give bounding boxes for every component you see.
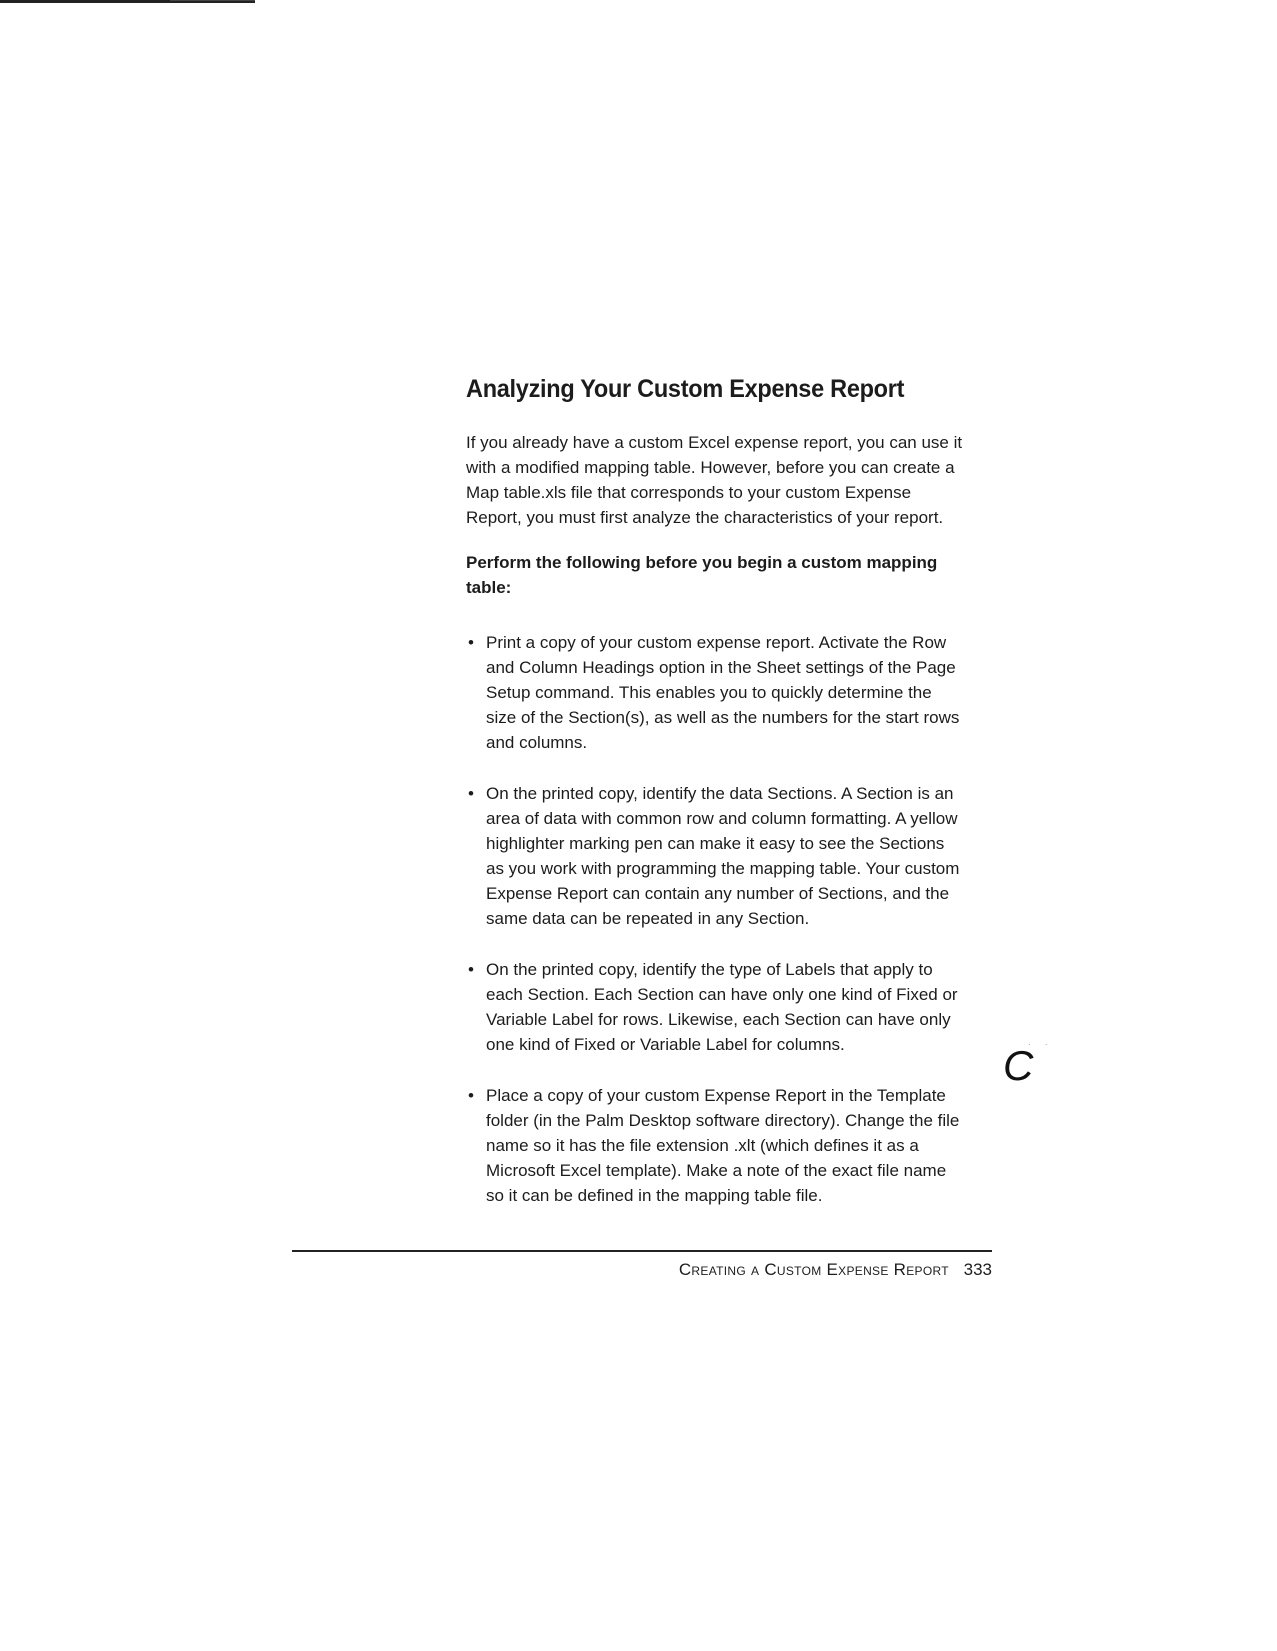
list-item-text: On the printed copy, identify the type of Labels that apply to each Section. Each Section can have only one kind of Fixed or Variable Label for rows. Likewise, each Section can have only one kind of Fixed or Variable Label for columns. [486, 960, 958, 1054]
list-item [466, 957, 966, 1057]
list-item-text: On the printed copy, identify the data Sections. A Section is an area of data with common row and column formatting. A yellow highlighter marking pen can make it easy to see the Sections as you work with programming the mapping table. Your custom Expense Report can contain any number of Sections, and the same data can be repeated in any Section. [486, 784, 960, 928]
footer-rule [292, 1250, 992, 1252]
bullet-icon: • [468, 960, 474, 979]
list-item [466, 1083, 966, 1208]
section-heading: Analyzing Your Custom Expense Report [466, 375, 905, 403]
bullet-icon: • [468, 633, 474, 652]
page-number: 333 [963, 1260, 992, 1279]
list-item-text: Place a copy of your custom Expense Report in the Template folder (in the Palm Desktop software directory). Change the file name so it has the file extension .xlt (which defines it as a Microsoft Excel template). Make a note of the exact file name so it can be defined in the mapping table file. [486, 1086, 960, 1205]
list-item-text: Print a copy of your custom expense report. Activate the Row and Column Headings option in the Sheet settings of the Page Setup command. This enables you to quickly determine the size of the Section(s), as well as the numbers for the start rows and columns. [486, 633, 960, 752]
page-content [466, 372, 966, 1234]
running-head: Creating a Custom Expense Report [678, 1260, 949, 1279]
page-footer [679, 1258, 992, 1282]
list-item [466, 781, 966, 931]
chapter-tab-letter: C [1003, 1042, 1034, 1089]
procedure-lead: Perform the following before you begin a custom mapping table: [466, 553, 938, 597]
intro-paragraph: If you already have a custom Excel expense report, you can use it with a modified mapping table. However, before you can create a Map table.xls file that corresponds to your custom Expense Report, you must first analyze the characteristics of your report. [466, 433, 963, 527]
scan-specks: · · [1028, 1040, 1054, 1049]
bullet-icon: • [468, 784, 474, 803]
list-item [466, 630, 966, 755]
procedure-list [466, 630, 966, 1208]
bullet-icon: • [468, 1086, 474, 1105]
scan-edge-mark-tail [170, 0, 255, 1]
